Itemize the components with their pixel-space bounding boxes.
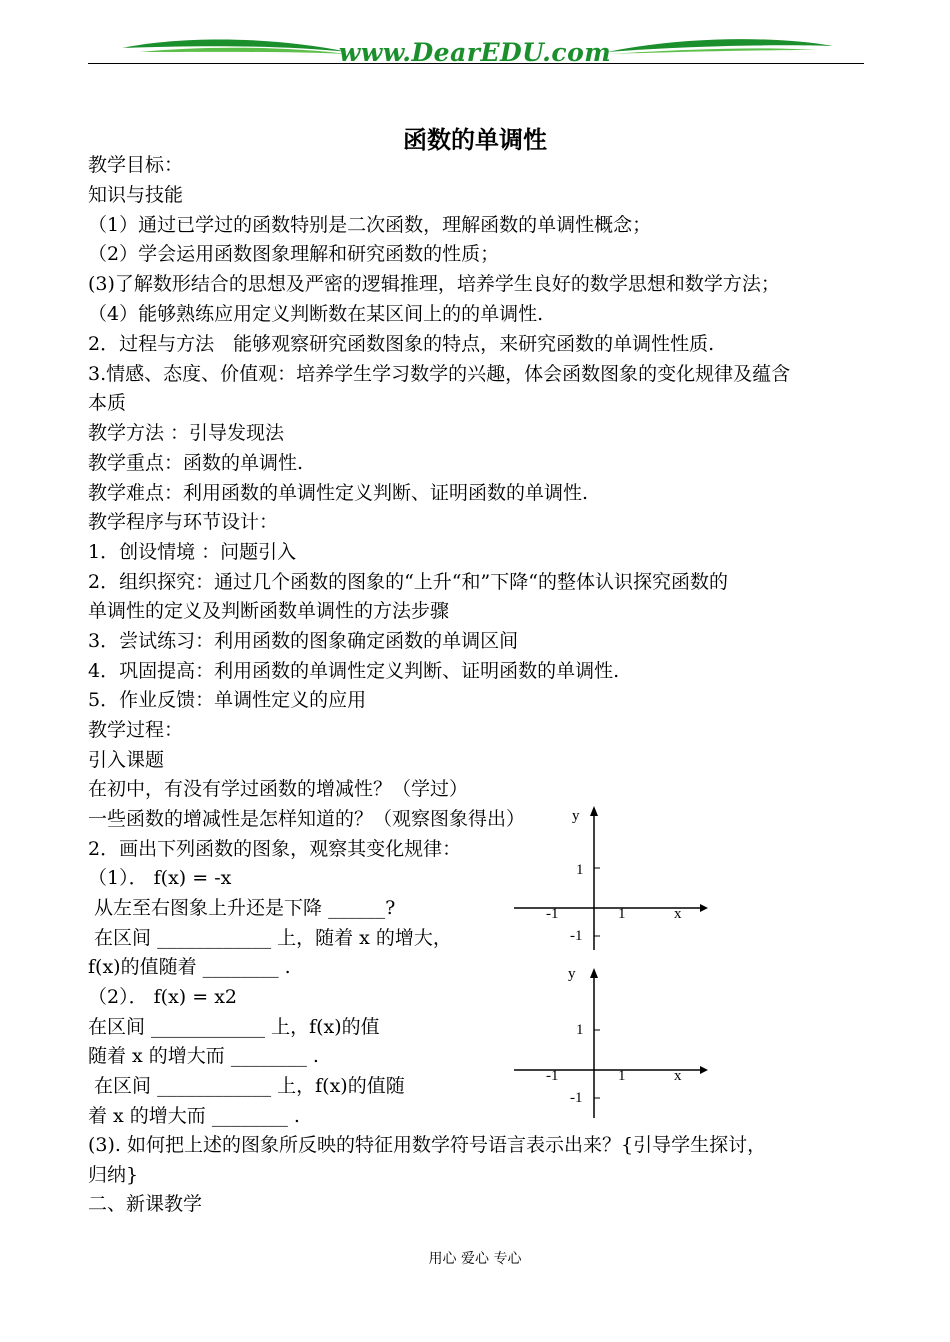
x-axis-arrow: [700, 904, 708, 912]
text-line: 二、新课教学: [88, 1193, 203, 1215]
text-line: 1．创设情境 ：问题引入: [88, 541, 297, 563]
tick-label-x-neg1: -1: [546, 906, 559, 922]
text-line: 教学方法 ：引导发现法: [88, 422, 285, 444]
text-line: 在区间 ____________ 上，f(x)的值: [88, 1016, 380, 1038]
text-line: 教学程序与环节设计：: [88, 511, 279, 533]
text-line: 4．巩固提高：利用函数的单调性定义判断、证明函数的单调性.: [88, 660, 620, 682]
tick-label-x-1: 1: [618, 1068, 626, 1084]
text-line: 2．过程与方法 能够观察研究函数图象的特点，来研究函数的单调性性质.: [88, 333, 715, 355]
text-line: 引入课题: [88, 749, 165, 771]
tick-label-y-1: 1: [576, 1022, 584, 1038]
tick-label-x-neg1: -1: [546, 1068, 559, 1084]
coordinate-axes-graph-2: [510, 964, 710, 1124]
text-line: 单调性的定义及判断函数单调性的方法步骤: [88, 600, 450, 622]
text-line: 着 x 的增大而 ________ .: [88, 1105, 300, 1127]
text-line: （2）． f(x) = x2: [88, 986, 238, 1008]
text-line: 知识与技能: [88, 184, 184, 206]
x-axis-arrow: [700, 1066, 708, 1074]
page-header: [0, 0, 950, 80]
text-line: 2．组织探究：通过几个函数的图象的“上升“和”下降“的整体认识探究函数的: [88, 571, 728, 593]
text-line: 在区间 ____________ 上，随着 x 的增大，: [88, 927, 452, 949]
tick-label-x-1: 1: [618, 906, 626, 922]
text-line: 教学过程：: [88, 719, 184, 741]
text-line: 教学难点：利用函数的单调性定义判断、证明函数的单调性.: [88, 482, 589, 504]
y-axis-label: y: [572, 808, 580, 824]
text-line: f(x)的值随着 ________ .: [88, 956, 291, 978]
text-line: 教学目标：: [88, 154, 184, 176]
y-axis-arrow: [590, 968, 598, 978]
text-line: 归纳}: [88, 1164, 139, 1186]
text-line: 3.情感、态度、价值观：培养学生学习数学的兴趣，体会函数图象的变化规律及蕴含: [88, 363, 791, 385]
tick-label-y-neg1: -1: [570, 1090, 583, 1106]
text-line: 随着 x 的增大而 ________ .: [88, 1045, 319, 1067]
text-line: (3). 如何把上述的图象所反映的特征用数学符号语言表示出来？{引导学生探讨，: [88, 1134, 767, 1156]
text-line: 从左至右图象上升还是下降 ______?: [88, 897, 396, 919]
text-line: (3)了解数形结合的思想及严密的逻辑推理，培养学生良好的数学思想和数学方法；: [88, 273, 780, 295]
y-axis-arrow: [590, 806, 598, 816]
text-line: （4）能够熟练应用定义判断数在某区间上的的单调性.: [88, 303, 544, 325]
y-axis-label: y: [568, 966, 576, 982]
coordinate-axes-graph-1: [510, 802, 710, 952]
page-footer: 用心 爱心 专心: [428, 1251, 522, 1267]
text-line: 在区间 ____________ 上，f(x)的值随: [88, 1075, 405, 1097]
text-line: 一些函数的增减性是怎样知道的？（观察图象得出）: [88, 808, 526, 830]
text-line: 3．尝试练习：利用函数的图象确定函数的单调区间: [88, 630, 519, 652]
tick-label-y-neg1: -1: [570, 928, 583, 944]
x-axis-label: x: [674, 906, 682, 922]
text-line: 2．画出下列函数的图象，观察其变化规律：: [88, 838, 462, 860]
text-line: 教学重点：函数的单调性.: [88, 452, 304, 474]
tick-label-y-1: 1: [576, 862, 584, 878]
document-title: 函数的单调性: [403, 126, 547, 154]
text-line: 本质: [88, 392, 127, 414]
text-line: （1）． f(x) = -x: [88, 867, 232, 889]
text-line: （1）通过已学过的函数特别是二次函数，理解函数的单调性概念；: [88, 214, 652, 236]
text-line: 5．作业反馈：单调性定义的应用: [88, 689, 367, 711]
text-line: 在初中，有没有学过函数的增减性？（学过）: [88, 778, 469, 800]
site-logo-text: www.DearEDU.com: [338, 38, 612, 67]
text-line: （2）学会运用函数图象理解和研究函数的性质；: [88, 243, 500, 265]
header-rule: [88, 63, 864, 64]
x-axis-label: x: [674, 1068, 682, 1084]
